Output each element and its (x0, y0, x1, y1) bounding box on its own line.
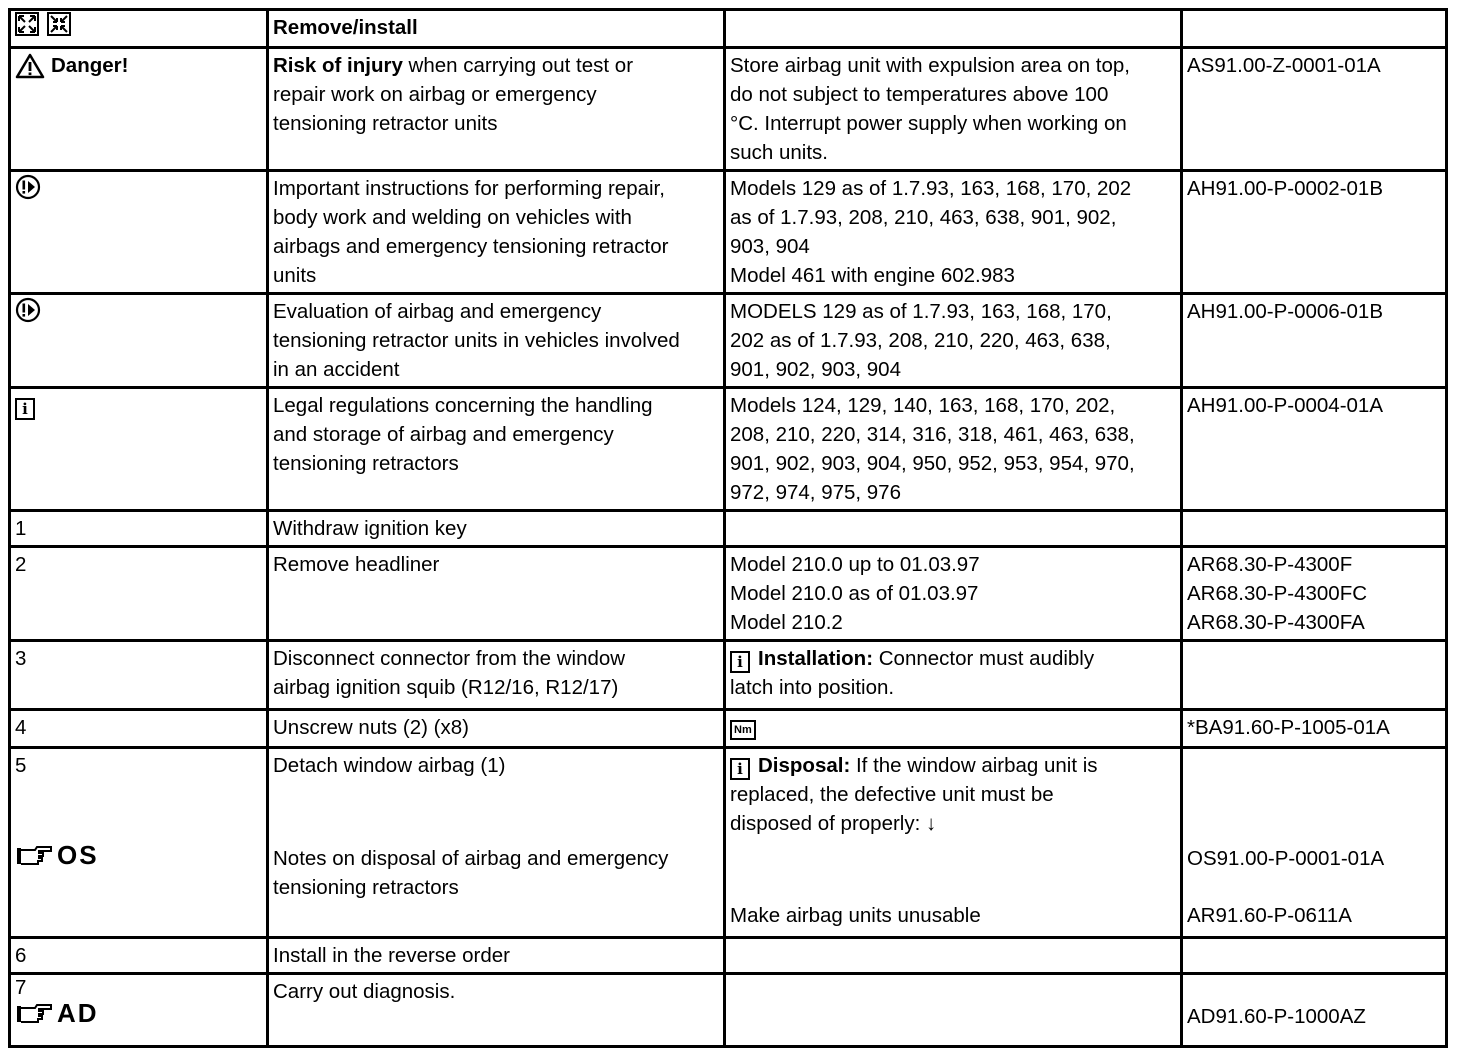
step-text: Carry out diagnosis. (268, 974, 725, 1047)
info-icon: i (730, 651, 750, 673)
pointing-hand-icon (15, 844, 53, 868)
step-number: 4 (10, 710, 268, 748)
header-title: Remove/install (268, 10, 725, 48)
ref-link[interactable]: AR68.30-P-4300FC (1187, 582, 1368, 605)
instruction-row (10, 171, 1447, 294)
ad-reference[interactable]: AD (15, 999, 99, 1028)
evaluation-text: Evaluation of airbag and emergency tensioning retractor units in vehicles involved in an accident (268, 294, 725, 388)
ref-link[interactable]: AR68.30-P-4300F (1187, 553, 1353, 576)
header-icons-cell (10, 10, 268, 48)
info-icon: i (15, 398, 35, 420)
step-row (10, 710, 1447, 748)
torque-nm-icon[interactable]: Nm (730, 720, 756, 740)
step-number: 6 (10, 938, 268, 974)
instruction-notes: Models 129 as of 1.7.93, 163, 168, 170, 202 as of 1.7.93, 208, 210, 463, 638, 901, 902, 903, 904 Model 461 with engine 602.983 (725, 171, 1182, 294)
step-row (10, 511, 1447, 547)
expand-arrows-icon[interactable] (15, 12, 39, 36)
os-reference[interactable]: OS (15, 841, 99, 870)
step-notes: Model 210.0 up to 01.03.97 Model 210.0 as of 01.03.97 Model 210.2 (725, 547, 1182, 641)
step-notes: i Disposal: If the window airbag unit is replaced, the defective unit must be disposed of properly: ↓ Make airbag units unusable (725, 748, 1182, 938)
legal-text: Legal regulations concerning the handling and storage of airbag and emergency tensioning retractors (268, 388, 725, 511)
step-row (10, 748, 1447, 938)
procedure-table (8, 8, 1448, 1048)
step-refs (1182, 547, 1447, 641)
risk-bold: Risk of injury (273, 54, 403, 77)
evaluation-ref-link[interactable]: AH91.00-P-0006-01B (1182, 294, 1447, 388)
ref-link[interactable]: OS91.00-P-0001-01A (1187, 847, 1385, 870)
risk-line: tensioning retractor units (273, 112, 498, 135)
ref-link[interactable]: AR68.30-P-4300FA (1187, 611, 1365, 634)
evaluation-notes: MODELS 129 as of 1.7.93, 163, 168, 170, 202 as of 1.7.93, 208, 210, 220, 463, 638, 901, 902, 903, 904 (725, 294, 1182, 388)
danger-description (268, 48, 725, 171)
danger-label: Danger! (51, 54, 129, 77)
info-icon: i (730, 758, 750, 780)
evaluation-row (10, 294, 1447, 388)
step-text: Remove headliner (268, 547, 725, 641)
step-number: 5 (15, 754, 27, 777)
legal-ref-link[interactable]: AH91.00-P-0004-01A (1182, 388, 1447, 511)
step-row (10, 547, 1447, 641)
step-text: Unscrew nuts (2) (x8) (268, 710, 725, 748)
step-row (10, 938, 1447, 974)
step-text: Withdraw ignition key (268, 511, 725, 547)
danger-ref-link[interactable]: AS91.00-Z-0001-01A (1182, 48, 1447, 171)
risk-line: repair work on airbag or emergency (273, 83, 597, 106)
important-circle-icon (15, 174, 41, 200)
step-row (10, 974, 1447, 1047)
step-number: 7 (15, 976, 27, 999)
step-number: 2 (10, 547, 268, 641)
step-notes: i Installation: Connector must audibly latch into position. (725, 641, 1182, 710)
danger-cell (10, 48, 268, 171)
step-text: Install in the reverse order (268, 938, 725, 974)
header-row (10, 10, 1447, 48)
step-row (10, 641, 1447, 710)
step-number: 1 (10, 511, 268, 547)
ref-link[interactable]: AD91.60-P-1000AZ (1182, 974, 1447, 1047)
instruction-ref-link[interactable]: AH91.00-P-0002-01B (1182, 171, 1447, 294)
ref-link[interactable]: *BA91.60-P-1005-01A (1182, 710, 1447, 748)
contract-arrows-icon[interactable] (47, 12, 71, 36)
step-number-cell (10, 974, 268, 1047)
step-text: Disconnect connector from the window airbag ignition squib (R12/16, R12/17) (268, 641, 725, 710)
important-circle-icon (15, 297, 41, 323)
step-notes (725, 710, 1182, 748)
step-refs (1182, 748, 1447, 938)
risk-text: when carrying out test or (402, 54, 634, 77)
legal-notes: Models 124, 129, 140, 163, 168, 170, 202, 208, 210, 220, 314, 316, 318, 461, 463, 638, 901, 902, 903, 904, 950, 952, 953, 954, 970, 972, 974, 975, 976 (725, 388, 1182, 511)
pointing-hand-icon (15, 1002, 53, 1026)
danger-notes: Store airbag unit with expulsion area on top, do not subject to temperatures above 100 °C. Interrupt power supply when working on such units. (725, 48, 1182, 171)
step-number: 3 (10, 641, 268, 710)
legal-row (10, 388, 1447, 511)
warning-triangle-icon (15, 53, 45, 79)
instruction-text: Important instructions for performing repair, body work and welding on vehicles with airbags and emergency tensioning retractor units (268, 171, 725, 294)
danger-row (10, 48, 1447, 171)
step-text: Detach window airbag (1) Notes on disposal of airbag and emergency tensioning retractors (268, 748, 725, 938)
ref-link[interactable]: AR91.60-P-0611A (1187, 904, 1352, 927)
step-number-cell (10, 748, 268, 938)
